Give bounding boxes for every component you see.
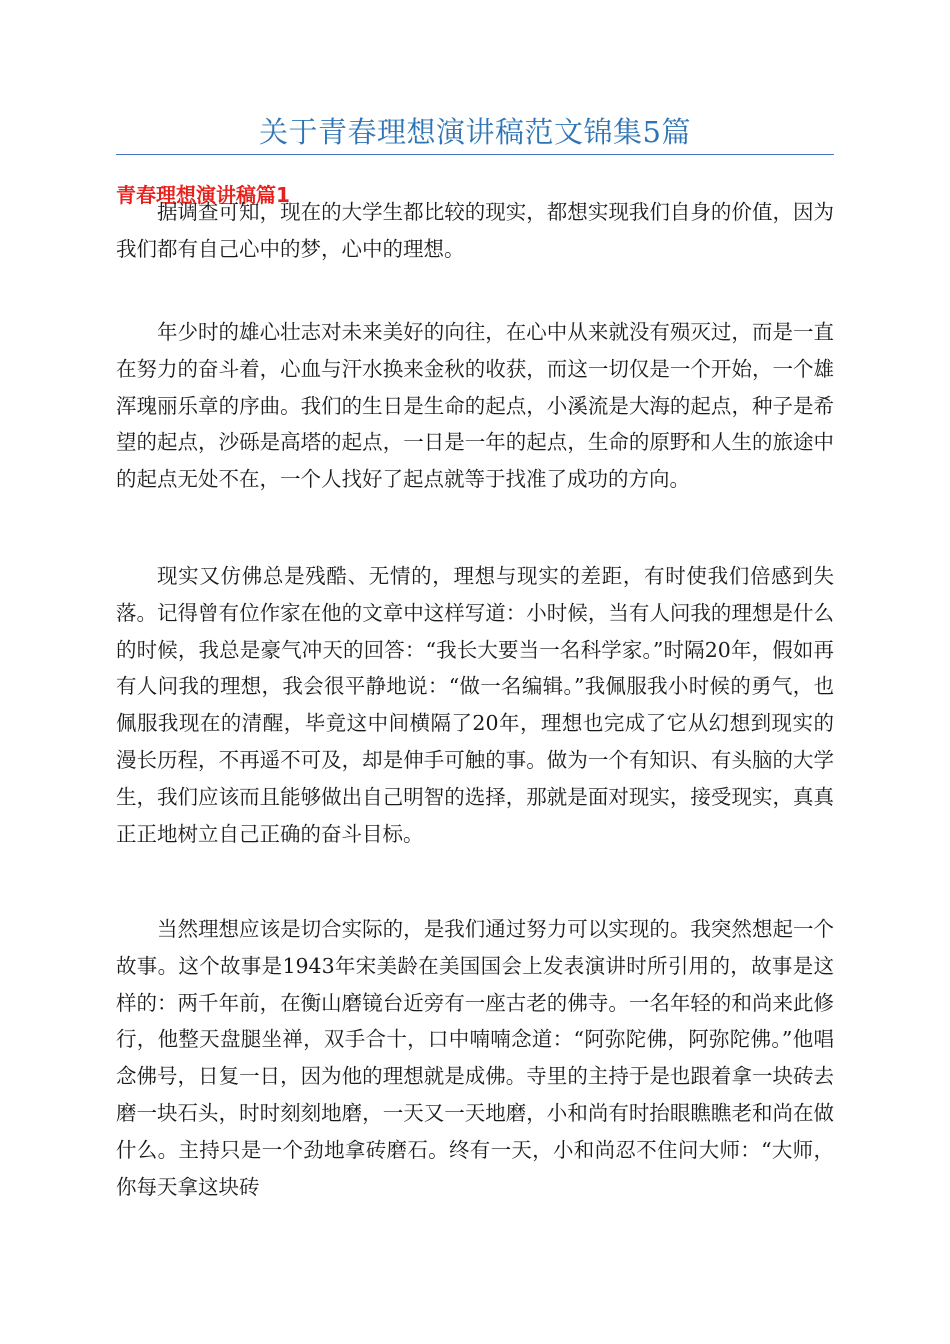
paragraph-1: 据调查可知，现在的大学生都比较的现实，都想实现我们自身的价值，因为我们都有自己心中的梦，心中的理想。 <box>116 200 834 261</box>
section-heading: 青春理想演讲稿篇1 <box>116 183 290 207</box>
document-title: 关于青春理想演讲稿范文锦集5篇 <box>259 115 691 149</box>
paragraph-3: 现实又仿佛总是残酷、无情的，理想与现实的差距，有时使我们倍感到失落。记得曾有位作家在他的文章中这样写道：小时候，当有人问我的理想是什么的时候，我总是豪气冲天的回答：“我长大要当一名科学家。”时隔20年，假如再有人问我的理想，我会很平静地说：“做一名编辑。”我佩服我小时候的勇气，也佩服我现在的清醒，毕竟这中间横隔了20年，理想也完成了它从幻想到现实的漫长历程，不再遥不可及，却是伸手可触的事。做为一个有知识、有头脑的大学生，我们应该而且能够做出自己明智的选择，那就是面对现实，接受现实，真真正正地树立自己正确的奋斗目标。 <box>116 564 834 846</box>
paragraph-4: 当然理想应该是切合实际的，是我们通过努力可以实现的。我突然想起一个故事。这个故事是1943年宋美龄在美国国会上发表演讲时所引用的，故事是这样的：两千年前，在衡山磨镜台近旁有一座古老的佛寺。一名年轻的和尚来此修行，他整天盘腿坐禅，双手合十，口中喃喃念道：“阿弥陀佛，阿弥陀佛。”他唱念佛号，日复一日，因为他的理想就是成佛。寺里的主持于是也跟着拿一块砖去磨一块石头，时时刻刻地磨，一天又一天地磨，小和尚有时抬眼瞧瞧老和尚在做什么。主持只是一个劲地拿砖磨石。终有一天，小和尚忍不住问大师：“大师，你每天拿这块砖 <box>116 917 834 1199</box>
paragraph-2: 年少时的雄心壮志对未来美好的向往，在心中从来就没有殒灭过，而是一直在努力的奋斗着，心血与汗水换来金秋的收获，而这一切仅是一个开始，一个雄浑瑰丽乐章的序曲。我们的生日是生命的起点，小溪流是大海的起点，种子是希望的起点，沙砾是高塔的起点，一日是一年的起点，生命的原野和人生的旅途中的起点无处不在，一个人找好了起点就等于找准了成功的方向。 <box>116 320 834 492</box>
title-underline <box>116 154 834 155</box>
